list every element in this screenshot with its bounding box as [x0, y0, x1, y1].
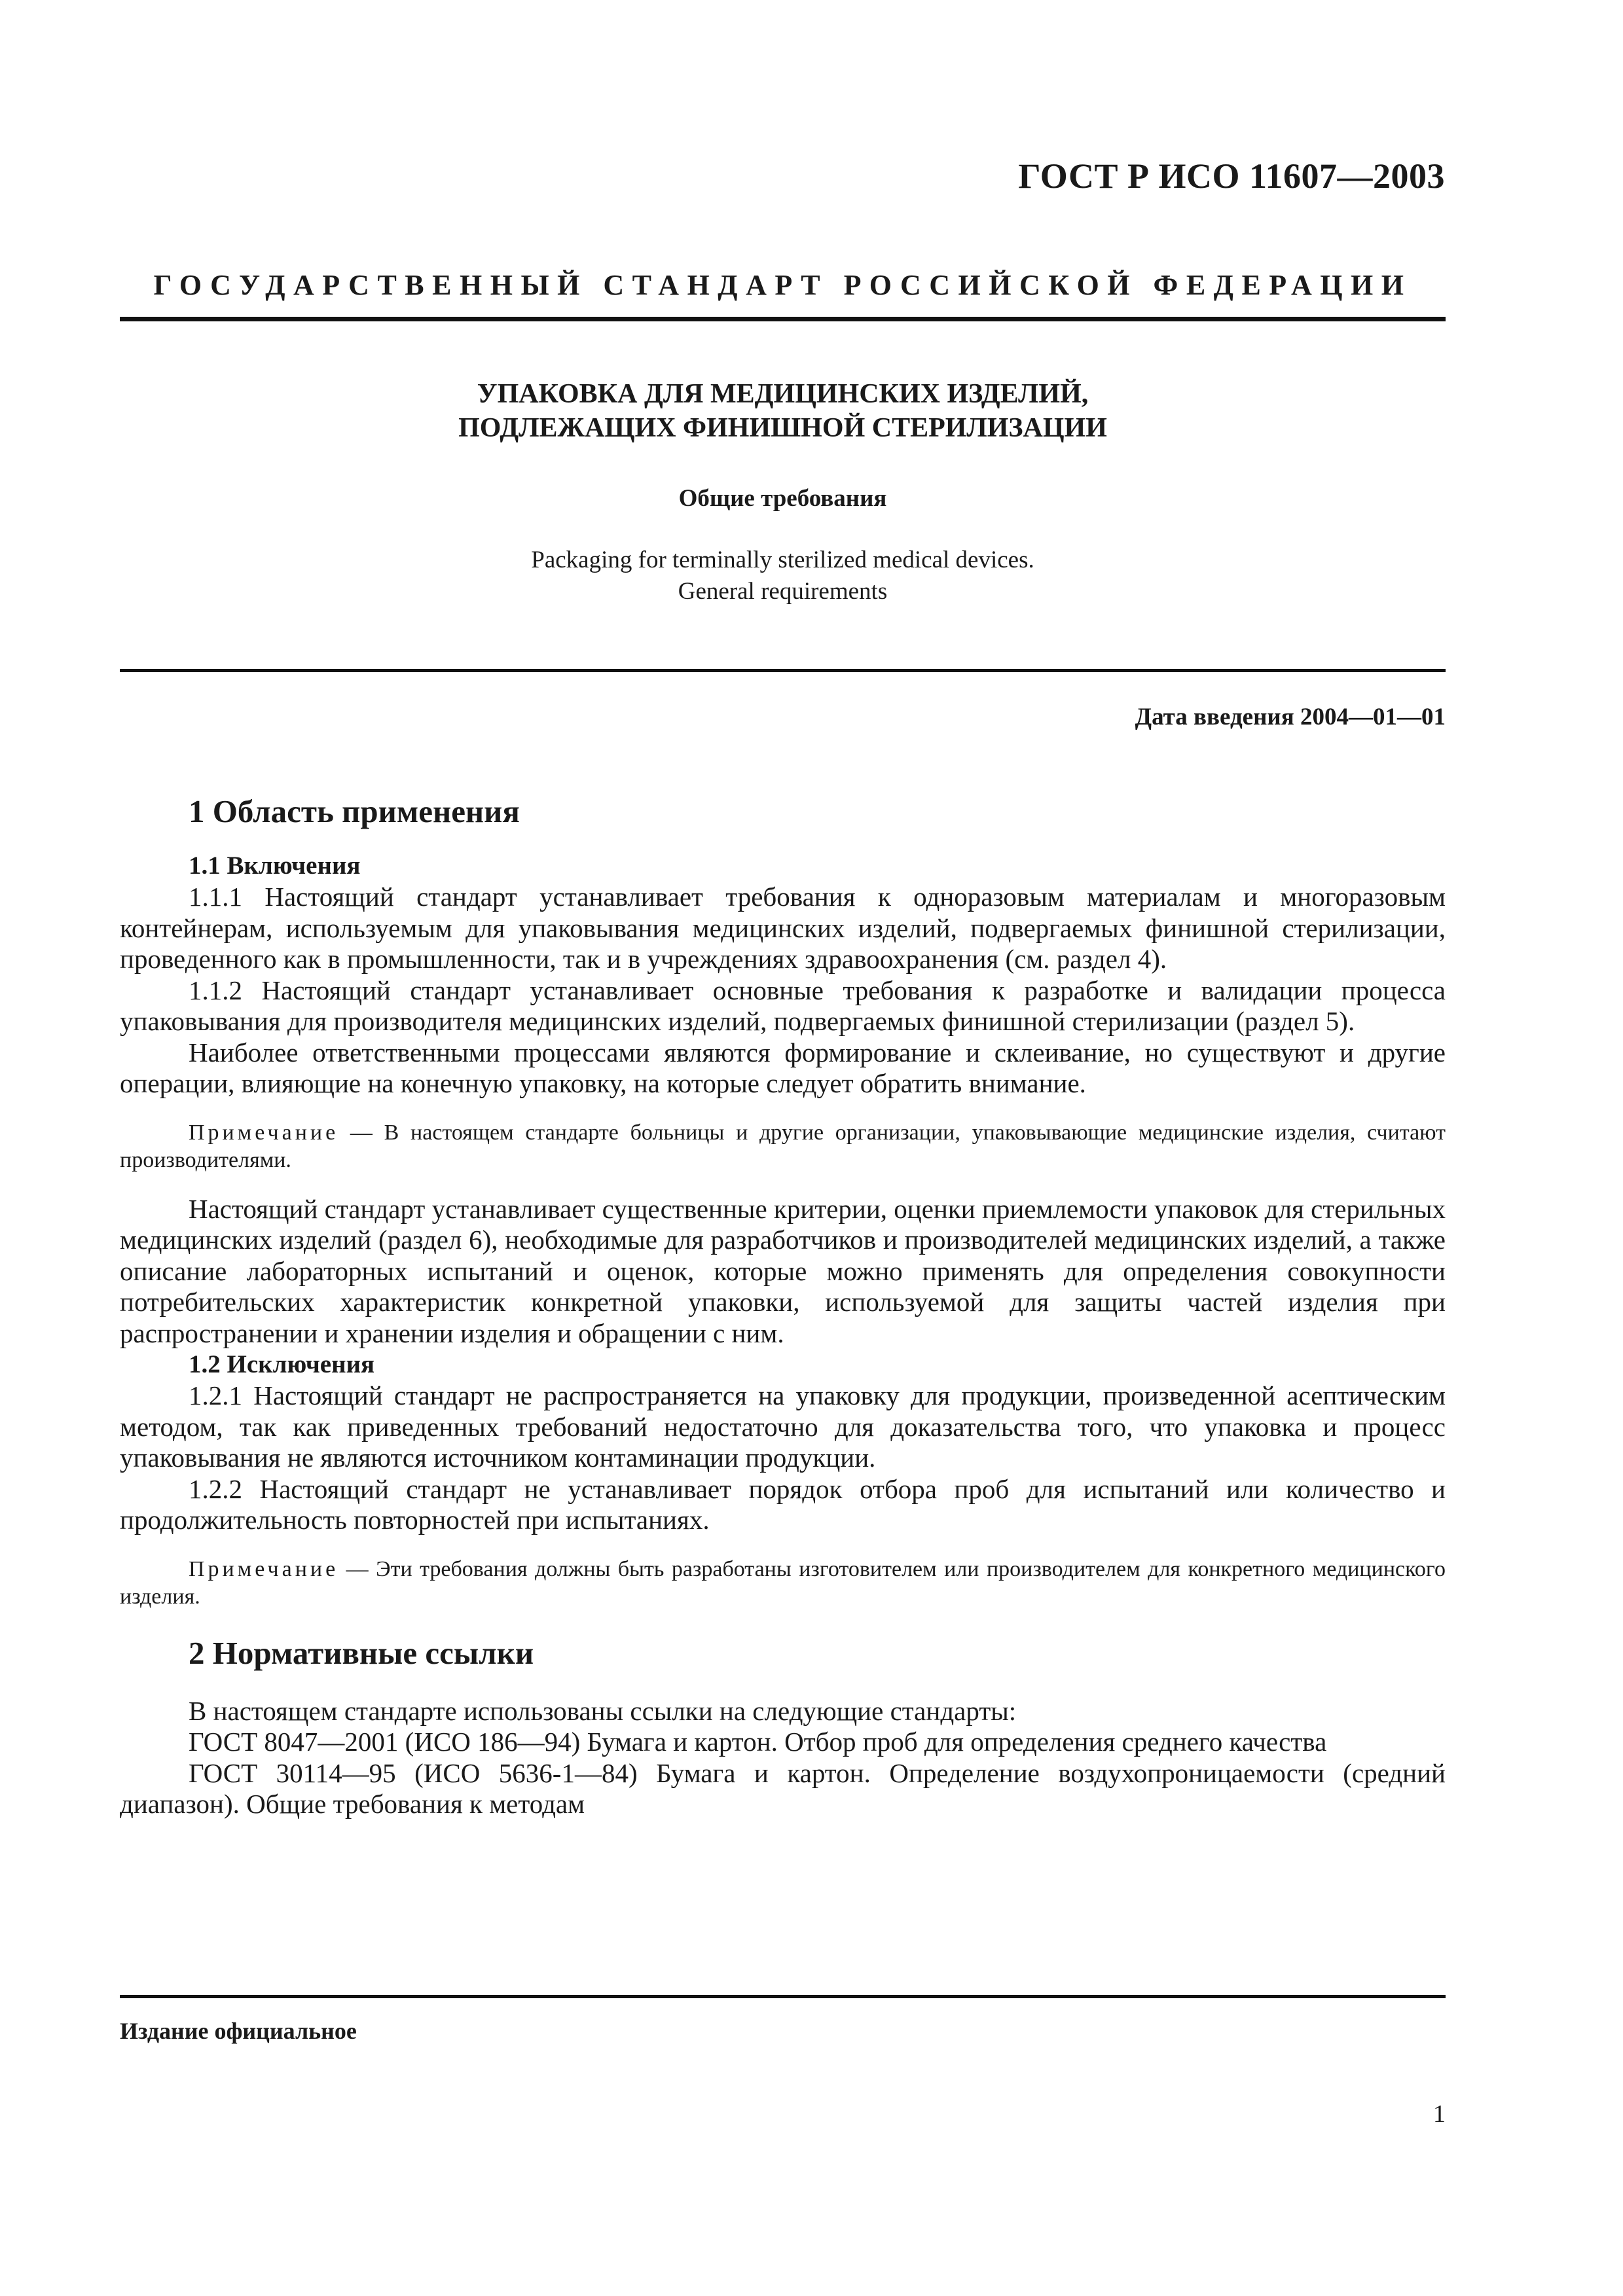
title-english-line-1: Packaging for terminally sterilized medical devices. — [531, 547, 1034, 573]
title-english — [120, 545, 1446, 607]
paragraph-1-2-2: 1.2.2 Настоящий стандарт не устанавливает порядок отбора проб для испытаний или количество и продолжительность повторностей при испытаниях. — [120, 1473, 1446, 1535]
reference-gost-30114: ГОСТ 30114—95 (ИСО 5636-1—84) Бумага и картон. Определение воздухопроницаемости (средний диапазон). Общие требования к методам — [120, 1757, 1446, 1819]
title-english-line-2: General requirements — [678, 578, 888, 605]
subsection-1-1-heading: 1.1 Включения — [189, 852, 361, 880]
paragraph-1-1-1: 1.1.1 Настоящий стандарт устанавливает требования к одноразовым материалам и многоразовым контейнерам, используемым для упаковывания медицинских изделий, подвергаемых финишной стерилизации, проведенного как в промышленности, так и в учреждениях здравоохранения (см. раздел 4). — [120, 882, 1446, 974]
state-standard-heading: ГОСУДАРСТВЕННЫЙ СТАНДАРТ РОССИЙСКОЙ ФЕДЕРАЦИИ — [153, 269, 1412, 301]
note-1 — [120, 1119, 1446, 1174]
subsection-1-2-heading: 1.2 Исключения — [189, 1350, 375, 1378]
title-russian — [120, 377, 1446, 445]
official-edition-label: Издание официальное — [120, 2018, 357, 2044]
title-russian-line-2: ПОДЛЕЖАЩИХ ФИНИШНОЙ СТЕРИЛИЗАЦИИ — [458, 413, 1107, 443]
note-2-label: Примечание — [189, 1556, 339, 1581]
paragraph-1-1-2: 1.1.2 Настоящий стандарт устанавливает основные требования к разработке и валидации процесса упаковывания для производителя медицинских изделий, подвергаемых финишной стерилизации (раздел 5). — [120, 975, 1446, 1036]
middle-rule — [120, 669, 1446, 672]
title-russian-line-1: УПАКОВКА ДЛЯ МЕДИЦИНСКИХ ИЗДЕЛИЙ, — [477, 379, 1089, 409]
paragraph-processes: Наиболее ответственными процессами являются формирование и склеивание, но существуют и другие операции, влияющие на конечную упаковку, на которые следует обратить внимание. — [120, 1037, 1446, 1098]
body-text — [120, 789, 1446, 1820]
paragraph-criteria: Настоящий стандарт устанавливает существенные критерии, оценки приемлемости упаковок для стерильных медицинских изделий (раздел 6), необходимые для разработчиков и производителей медицинских изделий, а также описание лабораторных испытаний и оценок, которые можно применять для определения совокупности потребительских характеристик конкретной упаковки, используемой для защиты частей изделия при распространении и хранении изделия и обращении с ним. — [120, 1193, 1446, 1348]
note-2-text: — Эти требования должны быть разработаны изготовителем или производителем для конкретного медицинского изделия. — [120, 1556, 1446, 1609]
section-1-heading: 1 Область применения — [189, 793, 520, 829]
reference-gost-8047: ГОСТ 8047—2001 (ИСО 186—94) Бумага и картон. Отбор проб для определения среднего качества — [189, 1727, 1327, 1757]
introduction-date: Дата введения 2004—01—01 — [1135, 704, 1446, 730]
subtitle-russian: Общие требования — [678, 485, 887, 512]
paragraph-references-intro: В настоящем стандарте использованы ссылки на следующие стандарты: — [189, 1695, 1017, 1726]
paragraph-1-2-1: 1.2.1 Настоящий стандарт не распространяется на упаковку для продукции, произведенной асептическим методом, так как приведенных требований недостаточно для доказательства того, что упаковка и процесс упаковывания не являются источником контаминации продукции. — [120, 1380, 1446, 1473]
page-number: 1 — [1433, 2100, 1446, 2128]
note-1-text: — В настоящем стандарте больницы и другие организации, упаковывающие медицинские изделия, считают производителями. — [120, 1120, 1446, 1172]
note-1-label: Примечание — [189, 1120, 339, 1145]
top-rule — [120, 317, 1446, 321]
note-2 — [120, 1556, 1446, 1611]
bottom-rule — [120, 1995, 1446, 1998]
document-code: ГОСТ Р ИСО 11607—2003 — [1018, 156, 1445, 196]
section-2-heading: 2 Нормативные ссылки — [189, 1634, 534, 1671]
